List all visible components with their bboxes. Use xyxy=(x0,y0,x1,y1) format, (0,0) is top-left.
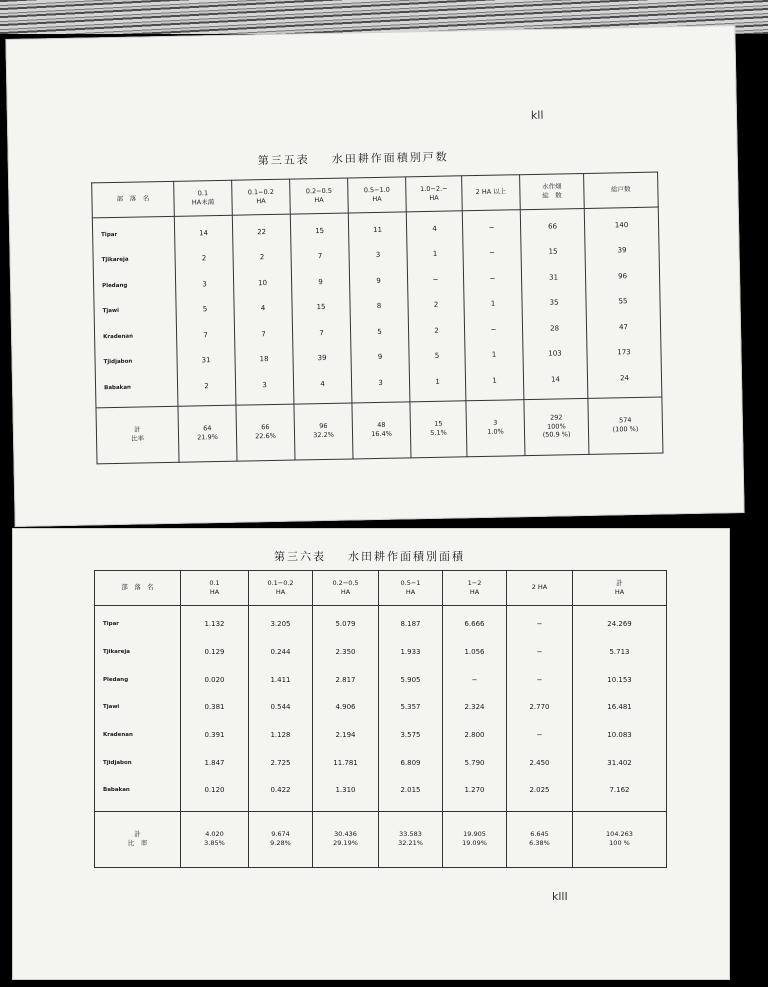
table-cell: 1 xyxy=(432,250,438,259)
value-list xyxy=(291,219,351,398)
value-column xyxy=(290,213,352,404)
totals-value: 104.263 xyxy=(606,830,633,839)
totals-cell xyxy=(443,811,507,867)
totals-value: 29.19% xyxy=(333,839,358,848)
table-cell: 3.205 xyxy=(270,620,291,629)
table-cell: 140 xyxy=(614,221,629,230)
table-cell: 0.381 xyxy=(204,703,225,712)
table-cell: 15 xyxy=(315,226,325,236)
table-cell: 8.187 xyxy=(400,620,421,629)
table-cell: 0.020 xyxy=(204,675,225,684)
table-cell: 14 xyxy=(550,375,561,384)
table-cell: 1.933 xyxy=(400,647,421,656)
village-name: Pledang xyxy=(103,676,129,683)
table-cell: 0.391 xyxy=(204,730,225,739)
table-cell: 9 xyxy=(318,277,323,286)
totals-value: 100 % xyxy=(609,839,630,848)
table-cell: 2.770 xyxy=(529,703,550,712)
totals-value: 21.9% xyxy=(197,433,218,442)
table-cell: − xyxy=(536,647,543,656)
totals-value: 16.4% xyxy=(371,429,392,439)
header-text: HA xyxy=(275,587,286,596)
value-column xyxy=(313,605,379,811)
value-column xyxy=(249,605,313,811)
village-name: Tjikareja xyxy=(103,648,130,655)
table-cell: 31.402 xyxy=(607,758,632,767)
totals-value: 30.436 xyxy=(334,830,357,839)
data-row xyxy=(92,207,662,408)
lower-page xyxy=(12,528,730,980)
value-column xyxy=(443,605,507,811)
totals-value: 15 xyxy=(434,419,443,429)
table-cell: 8 xyxy=(376,302,382,311)
table-cell: − xyxy=(490,325,497,334)
column-header xyxy=(232,179,291,215)
value-column xyxy=(462,209,524,400)
table-cell: 24 xyxy=(619,373,630,382)
table-cell: 9 xyxy=(377,353,383,362)
totals-value: 32.21% xyxy=(398,839,423,848)
totals-cell xyxy=(178,405,237,462)
table-cell: 4 xyxy=(260,304,266,313)
table-cell: − xyxy=(489,274,496,283)
totals-value: 9.674 xyxy=(271,830,290,839)
header-text: 1−2 xyxy=(467,579,482,587)
totals-value: (50.9 %) xyxy=(542,430,571,440)
column-header xyxy=(379,571,443,606)
table-cell: 18 xyxy=(259,355,269,364)
table-cell: 5 xyxy=(202,305,208,314)
column-header xyxy=(249,571,313,606)
table-cell: 5 xyxy=(434,351,440,360)
header-text: HA xyxy=(469,587,480,596)
totals-value: 100% xyxy=(547,422,566,431)
table-cell: 2 xyxy=(201,254,207,263)
value-column xyxy=(181,605,249,811)
table-cell: 2.350 xyxy=(335,647,356,656)
header-text: HA xyxy=(256,196,266,206)
totals-value: 3.85% xyxy=(204,839,225,848)
value-list xyxy=(379,611,442,805)
totals-value: 3 xyxy=(493,418,498,428)
column-header xyxy=(95,571,181,606)
header-text: 2 HA xyxy=(531,583,548,592)
table-title xyxy=(274,548,487,564)
village-name: Tjidjabon xyxy=(103,759,132,766)
table-cell: − xyxy=(471,675,478,684)
table-cell: 2.800 xyxy=(464,730,485,739)
table-cell: 31 xyxy=(549,273,559,282)
value-list xyxy=(407,216,465,395)
table-caption: 水田耕作面積別面積 xyxy=(348,550,465,563)
totals-label xyxy=(96,406,179,464)
header-text: HA xyxy=(429,193,439,202)
value-list xyxy=(313,611,378,805)
totals-cell xyxy=(249,811,313,867)
table-cell: 7 xyxy=(203,330,208,340)
header-text: 0.1 xyxy=(209,579,220,587)
village-name: Pledang xyxy=(102,282,128,290)
header-text: 0.2−0.5 xyxy=(332,579,359,587)
table-cell: 15 xyxy=(548,247,558,257)
column-header xyxy=(313,571,379,606)
table-cell: 1.270 xyxy=(464,786,485,795)
table-cell: 6.666 xyxy=(464,620,485,629)
header-text: HA未満 xyxy=(191,197,215,207)
column-header xyxy=(406,176,463,212)
table-cell: 2 xyxy=(204,381,209,390)
table-cell: 11 xyxy=(373,225,383,235)
value-column xyxy=(406,210,466,401)
value-column xyxy=(232,214,294,405)
table-cell: 14 xyxy=(199,229,209,238)
table-cell: 2 xyxy=(259,253,265,262)
table-cell: − xyxy=(432,275,439,284)
page-number: kll xyxy=(530,108,544,122)
value-column xyxy=(379,605,443,811)
table-cell: 24.269 xyxy=(607,620,632,629)
column-header xyxy=(348,177,407,213)
village-list xyxy=(101,222,177,401)
table-cell: 35 xyxy=(549,298,559,307)
value-list xyxy=(463,215,523,394)
value-column xyxy=(520,208,588,399)
table-cell: 0.129 xyxy=(204,647,225,656)
column-header xyxy=(290,178,349,214)
table-cell: 3 xyxy=(202,280,207,289)
column-header xyxy=(92,181,175,217)
header-text: HA xyxy=(209,587,220,596)
value-list xyxy=(507,611,572,805)
table-cell: 1.132 xyxy=(204,620,225,629)
totals-value: (100 %) xyxy=(612,425,639,434)
area-by-size-table xyxy=(94,570,667,868)
table-cell: 2 xyxy=(433,301,439,310)
table-cell: 28 xyxy=(549,324,560,333)
header-text: 0.1−0.2 xyxy=(267,579,294,587)
value-column xyxy=(584,207,662,398)
totals-cell xyxy=(507,811,573,867)
header-text: HA xyxy=(614,587,625,596)
data-row xyxy=(95,605,667,811)
header-text: 計 xyxy=(616,579,623,587)
value-list xyxy=(443,611,506,805)
totals-value: 5.1% xyxy=(430,428,447,437)
header-text: HA xyxy=(372,194,382,203)
page-number: kllI xyxy=(552,890,568,903)
table-cell: 103 xyxy=(548,349,562,358)
totals-label xyxy=(95,811,181,867)
totals-cell xyxy=(573,811,667,867)
totals-label-text: 比 率 xyxy=(127,839,148,848)
totals-cell xyxy=(466,399,525,456)
table-cell: 15 xyxy=(316,303,326,312)
table-cell: 1.056 xyxy=(464,647,485,656)
totals-value: 4.020 xyxy=(205,830,224,839)
totals-value: 66 xyxy=(261,423,270,432)
totals-cell xyxy=(379,811,443,867)
table-cell: 1.847 xyxy=(204,758,225,767)
header-text: 部 落 名 xyxy=(116,194,150,204)
totals-value: 19.905 xyxy=(463,830,486,839)
column-header xyxy=(181,571,249,606)
header-row xyxy=(95,571,667,606)
village-name: Tjawi xyxy=(102,308,120,315)
totals-value: 96 xyxy=(319,422,328,431)
table-cell: 4 xyxy=(432,224,437,233)
table-cell: 66 xyxy=(548,222,558,231)
table-cell: 55 xyxy=(618,297,628,306)
table-cell: 1 xyxy=(490,299,496,309)
totals-value: 574 xyxy=(619,416,632,425)
table-cell: 31 xyxy=(201,356,211,365)
header-text: HA xyxy=(314,195,324,204)
totals-row xyxy=(96,397,663,464)
table-cell: 10.083 xyxy=(607,730,632,739)
table-cell: 7.162 xyxy=(609,786,630,795)
table-cell: 2.324 xyxy=(464,703,485,712)
table-cell: 0.120 xyxy=(204,786,225,795)
value-list xyxy=(573,611,666,805)
table-cell: 5.790 xyxy=(464,758,485,767)
table-cell: 3 xyxy=(262,380,267,389)
column-header xyxy=(443,571,507,606)
village-name: Babakan xyxy=(103,787,130,794)
header-text: 1.0−2.− xyxy=(420,184,448,194)
table-cell: 7 xyxy=(317,252,323,261)
header-text: 0.1 xyxy=(197,189,209,198)
table-cell: 96 xyxy=(618,272,628,281)
totals-value: 48 xyxy=(377,421,386,430)
table-cell: 7 xyxy=(261,329,266,338)
table-cell: 5.357 xyxy=(400,703,421,712)
table-cell: 0.544 xyxy=(270,703,291,712)
table-cell: − xyxy=(536,620,543,629)
totals-value: 1.0% xyxy=(487,427,504,436)
table-title xyxy=(258,148,471,168)
table-cell: 39 xyxy=(317,354,327,363)
header-text: HA xyxy=(340,587,351,596)
table-cell: 2.194 xyxy=(335,730,356,739)
column-header xyxy=(462,175,521,211)
header-text: 部 落 名 xyxy=(121,583,154,592)
village-name: Tjidjabon xyxy=(103,358,133,366)
header-text: 0.5−1.0 xyxy=(363,185,390,195)
table-cell: − xyxy=(489,249,496,258)
column-header xyxy=(584,172,659,208)
village-name: Tjikareja xyxy=(101,257,129,264)
table-cell: 5.713 xyxy=(609,647,630,656)
totals-row xyxy=(95,811,667,867)
table-cell: 16.481 xyxy=(607,703,632,712)
table-cell: 1 xyxy=(491,350,497,359)
table-cell: 2.817 xyxy=(335,675,356,684)
table-cell: 10 xyxy=(258,278,268,288)
table-cell: 5 xyxy=(377,327,382,336)
totals-label-text: 比率 xyxy=(131,434,145,443)
table-cell: 10.153 xyxy=(607,675,632,684)
totals-value: 33.583 xyxy=(399,830,422,839)
totals-value: 292 xyxy=(549,413,563,422)
totals-value: 6.38% xyxy=(529,839,550,848)
totals-cell xyxy=(181,811,249,867)
column-header xyxy=(520,173,585,209)
totals-label-text: 計 xyxy=(134,425,141,434)
totals-value: 22.6% xyxy=(255,431,276,441)
totals-cell xyxy=(410,400,467,457)
header-text: 総戸数 xyxy=(611,185,631,194)
totals-cell xyxy=(524,398,589,455)
totals-value: 64 xyxy=(203,424,212,433)
header-text: 0.5−1 xyxy=(400,579,421,587)
column-header xyxy=(573,571,667,606)
table-cell: − xyxy=(536,675,543,684)
value-column xyxy=(573,605,667,811)
value-list xyxy=(521,214,587,393)
column-header xyxy=(174,180,233,216)
totals-cell xyxy=(294,402,353,459)
upper-page xyxy=(5,25,744,527)
table-cell: 47 xyxy=(618,322,629,332)
totals-cell xyxy=(236,404,295,461)
households-by-area-table xyxy=(91,172,663,464)
village-name: Babakan xyxy=(104,384,131,391)
totals-value: 9.28% xyxy=(270,839,291,848)
village-column xyxy=(92,216,178,408)
table-cell: 1 xyxy=(492,376,497,385)
table-cell: 6.809 xyxy=(400,758,421,767)
table-cell: 3 xyxy=(378,378,383,387)
village-name: Tjawi xyxy=(103,704,120,711)
village-name: Tipar xyxy=(101,231,118,239)
table-caption: 水田耕作面積別戸数 xyxy=(331,150,449,166)
totals-value: 32.2% xyxy=(313,430,334,440)
table-cell: 4 xyxy=(320,379,325,388)
table-cell: 4.906 xyxy=(335,703,356,712)
table-cell: 5.905 xyxy=(400,675,421,684)
value-column xyxy=(348,211,410,402)
header-text: 総 数 xyxy=(542,191,562,200)
table-cell: 1 xyxy=(435,377,440,386)
header-text: 0.1−0.2 xyxy=(247,187,275,197)
table-number: 第三五表 xyxy=(257,153,310,168)
totals-value: 19.09% xyxy=(462,839,487,848)
totals-label-text: 計 xyxy=(134,830,141,839)
village-list xyxy=(103,611,180,805)
table-cell: 39 xyxy=(617,246,627,255)
table-cell: 9 xyxy=(376,276,381,285)
table-cell: 0.422 xyxy=(270,786,291,795)
village-column xyxy=(95,605,181,811)
table-cell: 7 xyxy=(319,328,324,337)
totals-cell xyxy=(588,397,663,454)
value-column xyxy=(174,215,236,406)
table-cell: 5.079 xyxy=(335,620,356,629)
table-cell: 2 xyxy=(434,326,439,335)
village-name: Kradenan xyxy=(103,333,134,340)
table-number: 第三六表 xyxy=(274,550,326,563)
village-name: Kradenan xyxy=(103,731,133,738)
value-list xyxy=(233,220,293,399)
table-cell: − xyxy=(536,730,543,739)
value-list xyxy=(585,213,661,392)
column-header xyxy=(507,571,573,606)
table-cell: 11.781 xyxy=(333,758,358,767)
value-list xyxy=(249,611,312,805)
table-cell: 173 xyxy=(617,348,631,357)
table-cell: 0.244 xyxy=(270,647,291,656)
table-cell: 2.725 xyxy=(270,758,291,767)
totals-cell xyxy=(313,811,379,867)
table-cell: 1.310 xyxy=(335,786,356,795)
totals-cell xyxy=(352,401,411,458)
table-cell: 1.411 xyxy=(270,675,291,684)
table-cell: 2.015 xyxy=(400,786,421,795)
value-list xyxy=(175,221,235,400)
header-text: 2 HA 以上 xyxy=(475,187,507,197)
value-list xyxy=(349,217,409,396)
table-cell: 1.128 xyxy=(270,730,291,739)
value-list xyxy=(181,611,248,805)
header-text: 水作畑 xyxy=(541,182,562,191)
table-cell: 3.575 xyxy=(400,730,421,739)
village-name: Tipar xyxy=(103,621,119,628)
table-cell: 2.025 xyxy=(529,786,550,795)
table-cell: − xyxy=(488,223,495,232)
table-cell: 22 xyxy=(257,228,267,237)
value-column xyxy=(507,605,573,811)
header-text: 0.2−0.5 xyxy=(305,186,332,196)
table-cell: 2.450 xyxy=(529,758,550,767)
totals-value: 6.645 xyxy=(530,830,549,839)
table-cell: 3 xyxy=(375,251,381,260)
header-text: HA xyxy=(405,587,416,596)
